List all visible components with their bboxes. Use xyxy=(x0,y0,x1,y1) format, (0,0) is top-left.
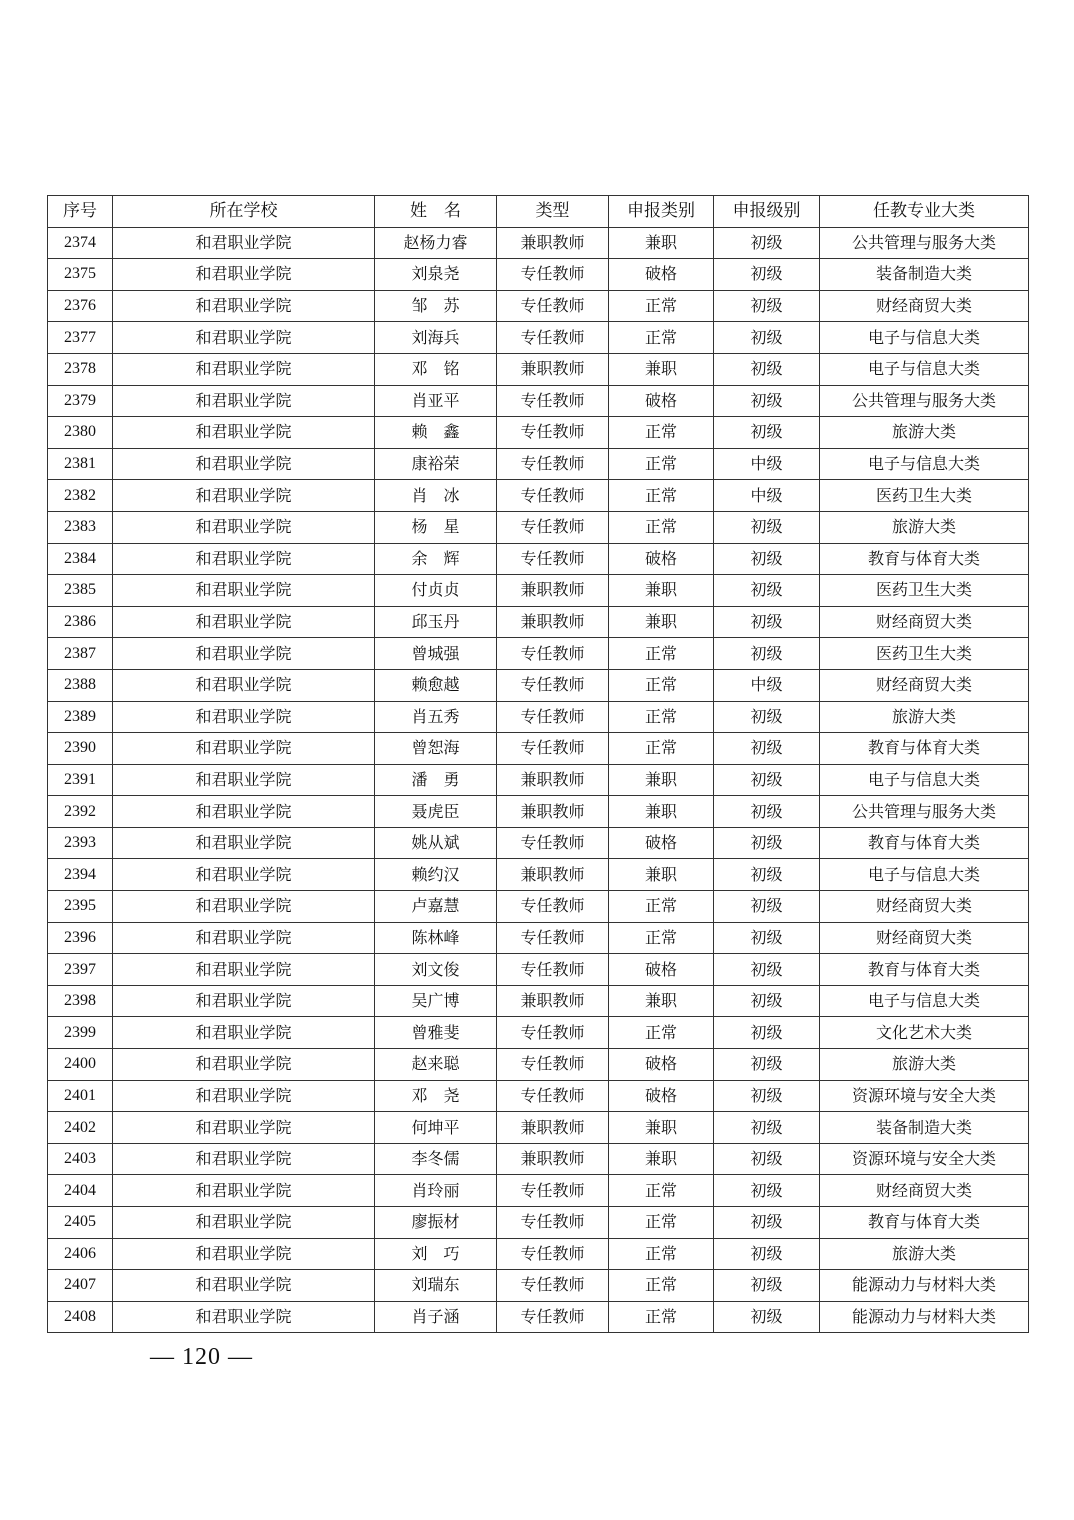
cell-type: 兼职教师 xyxy=(497,1112,609,1144)
cell-serial-number: 2406 xyxy=(48,1238,113,1270)
cell-serial-number: 2378 xyxy=(48,353,113,385)
cell-serial-number: 2393 xyxy=(48,827,113,859)
cell-application-category: 正常 xyxy=(609,1301,714,1333)
cell-type: 专任教师 xyxy=(497,259,609,291)
cell-school: 和君职业学院 xyxy=(113,259,375,291)
cell-application-level: 初级 xyxy=(714,353,820,385)
table-row xyxy=(48,922,1029,954)
cell-application-level: 初级 xyxy=(714,1238,820,1270)
cell-name: 刘 巧 xyxy=(375,1238,497,1270)
cell-type: 兼职教师 xyxy=(497,227,609,259)
cell-application-level: 初级 xyxy=(714,606,820,638)
cell-teaching-major: 旅游大类 xyxy=(820,511,1029,543)
cell-application-category: 兼职 xyxy=(609,764,714,796)
table-row xyxy=(48,1112,1029,1144)
cell-serial-number: 2398 xyxy=(48,985,113,1017)
cell-application-category: 兼职 xyxy=(609,575,714,607)
cell-name: 邹 苏 xyxy=(375,290,497,322)
cell-school: 和君职业学院 xyxy=(113,448,375,480)
cell-school: 和君职业学院 xyxy=(113,922,375,954)
cell-serial-number: 2388 xyxy=(48,669,113,701)
cell-school: 和君职业学院 xyxy=(113,1301,375,1333)
cell-name: 肖亚平 xyxy=(375,385,497,417)
table-row xyxy=(48,796,1029,828)
cell-application-level: 初级 xyxy=(714,1049,820,1081)
cell-application-category: 破格 xyxy=(609,259,714,291)
cell-teaching-major: 电子与信息大类 xyxy=(820,859,1029,891)
cell-name: 刘瑞东 xyxy=(375,1270,497,1302)
cell-name: 曾城强 xyxy=(375,638,497,670)
cell-application-category: 正常 xyxy=(609,448,714,480)
cell-school: 和君职业学院 xyxy=(113,1049,375,1081)
cell-application-category: 正常 xyxy=(609,1238,714,1270)
cell-name: 肖玲丽 xyxy=(375,1175,497,1207)
cell-teaching-major: 医药卫生大类 xyxy=(820,638,1029,670)
cell-type: 专任教师 xyxy=(497,891,609,923)
cell-name: 肖子涵 xyxy=(375,1301,497,1333)
cell-school: 和君职业学院 xyxy=(113,353,375,385)
table-row xyxy=(48,638,1029,670)
cell-serial-number: 2377 xyxy=(48,322,113,354)
cell-application-category: 兼职 xyxy=(609,796,714,828)
table-row xyxy=(48,764,1029,796)
cell-type: 专任教师 xyxy=(497,669,609,701)
table-row xyxy=(48,827,1029,859)
cell-type: 兼职教师 xyxy=(497,796,609,828)
cell-school: 和君职业学院 xyxy=(113,764,375,796)
header-serial-number: 序号 xyxy=(48,196,113,228)
roster-body xyxy=(48,227,1029,1333)
cell-school: 和君职业学院 xyxy=(113,1112,375,1144)
cell-school: 和君职业学院 xyxy=(113,575,375,607)
cell-type: 专任教师 xyxy=(497,1017,609,1049)
cell-application-category: 破格 xyxy=(609,1049,714,1081)
cell-name: 付贞贞 xyxy=(375,575,497,607)
cell-application-level: 初级 xyxy=(714,1017,820,1049)
cell-type: 专任教师 xyxy=(497,1238,609,1270)
table-row xyxy=(48,448,1029,480)
cell-application-level: 初级 xyxy=(714,827,820,859)
cell-type: 专任教师 xyxy=(497,638,609,670)
cell-application-level: 初级 xyxy=(714,1112,820,1144)
table-row xyxy=(48,891,1029,923)
cell-application-category: 破格 xyxy=(609,954,714,986)
cell-school: 和君职业学院 xyxy=(113,322,375,354)
cell-type: 兼职教师 xyxy=(497,859,609,891)
cell-application-level: 初级 xyxy=(714,322,820,354)
cell-serial-number: 2385 xyxy=(48,575,113,607)
cell-teaching-major: 资源环境与安全大类 xyxy=(820,1143,1029,1175)
cell-type: 专任教师 xyxy=(497,827,609,859)
cell-application-category: 正常 xyxy=(609,701,714,733)
cell-teaching-major: 电子与信息大类 xyxy=(820,764,1029,796)
cell-teaching-major: 财经商贸大类 xyxy=(820,290,1029,322)
cell-application-level: 初级 xyxy=(714,1270,820,1302)
cell-serial-number: 2407 xyxy=(48,1270,113,1302)
cell-application-level: 初级 xyxy=(714,417,820,449)
cell-application-category: 兼职 xyxy=(609,985,714,1017)
cell-serial-number: 2392 xyxy=(48,796,113,828)
cell-teaching-major: 文化艺术大类 xyxy=(820,1017,1029,1049)
cell-application-level: 初级 xyxy=(714,290,820,322)
cell-school: 和君职业学院 xyxy=(113,1238,375,1270)
table-row xyxy=(48,480,1029,512)
cell-school: 和君职业学院 xyxy=(113,827,375,859)
cell-school: 和君职业学院 xyxy=(113,480,375,512)
table-row xyxy=(48,290,1029,322)
cell-type: 专任教师 xyxy=(497,954,609,986)
table-row xyxy=(48,1049,1029,1081)
cell-school: 和君职业学院 xyxy=(113,796,375,828)
cell-school: 和君职业学院 xyxy=(113,701,375,733)
cell-name: 刘泉尧 xyxy=(375,259,497,291)
table-row xyxy=(48,985,1029,1017)
cell-school: 和君职业学院 xyxy=(113,511,375,543)
cell-serial-number: 2403 xyxy=(48,1143,113,1175)
cell-name: 廖振材 xyxy=(375,1207,497,1239)
cell-application-level: 初级 xyxy=(714,859,820,891)
cell-teaching-major: 医药卫生大类 xyxy=(820,480,1029,512)
cell-application-level: 初级 xyxy=(714,543,820,575)
cell-application-category: 兼职 xyxy=(609,606,714,638)
cell-serial-number: 2376 xyxy=(48,290,113,322)
cell-serial-number: 2382 xyxy=(48,480,113,512)
cell-type: 专任教师 xyxy=(497,417,609,449)
cell-type: 专任教师 xyxy=(497,543,609,575)
table-row xyxy=(48,1238,1029,1270)
cell-type: 专任教师 xyxy=(497,448,609,480)
cell-name: 吴广博 xyxy=(375,985,497,1017)
cell-type: 专任教师 xyxy=(497,1207,609,1239)
cell-teaching-major: 能源动力与材料大类 xyxy=(820,1301,1029,1333)
cell-teaching-major: 教育与体育大类 xyxy=(820,733,1029,765)
cell-type: 专任教师 xyxy=(497,1049,609,1081)
cell-application-level: 初级 xyxy=(714,638,820,670)
cell-name: 邱玉丹 xyxy=(375,606,497,638)
cell-application-level: 初级 xyxy=(714,922,820,954)
cell-school: 和君职业学院 xyxy=(113,669,375,701)
cell-name: 赵来聪 xyxy=(375,1049,497,1081)
cell-school: 和君职业学院 xyxy=(113,417,375,449)
cell-application-level: 初级 xyxy=(714,1080,820,1112)
cell-name: 李冬儒 xyxy=(375,1143,497,1175)
cell-teaching-major: 教育与体育大类 xyxy=(820,543,1029,575)
cell-teaching-major: 电子与信息大类 xyxy=(820,985,1029,1017)
cell-name: 赖约汉 xyxy=(375,859,497,891)
cell-serial-number: 2379 xyxy=(48,385,113,417)
cell-serial-number: 2389 xyxy=(48,701,113,733)
table-row xyxy=(48,543,1029,575)
cell-name: 卢嘉慧 xyxy=(375,891,497,923)
table-row xyxy=(48,353,1029,385)
cell-name: 赖愈越 xyxy=(375,669,497,701)
cell-application-level: 初级 xyxy=(714,227,820,259)
cell-teaching-major: 电子与信息大类 xyxy=(820,353,1029,385)
cell-name: 肖五秀 xyxy=(375,701,497,733)
cell-type: 兼职教师 xyxy=(497,353,609,385)
cell-application-level: 初级 xyxy=(714,1143,820,1175)
cell-application-level: 初级 xyxy=(714,796,820,828)
cell-application-level: 初级 xyxy=(714,985,820,1017)
table-row xyxy=(48,417,1029,449)
cell-name: 邓 尧 xyxy=(375,1080,497,1112)
cell-serial-number: 2396 xyxy=(48,922,113,954)
cell-name: 何坤平 xyxy=(375,1112,497,1144)
cell-name: 聂虎臣 xyxy=(375,796,497,828)
cell-teaching-major: 财经商贸大类 xyxy=(820,669,1029,701)
table-row xyxy=(48,227,1029,259)
cell-name: 曾雅斐 xyxy=(375,1017,497,1049)
cell-school: 和君职业学院 xyxy=(113,606,375,638)
cell-school: 和君职业学院 xyxy=(113,227,375,259)
cell-serial-number: 2404 xyxy=(48,1175,113,1207)
table-row xyxy=(48,859,1029,891)
cell-application-level: 初级 xyxy=(714,1175,820,1207)
table-row xyxy=(48,575,1029,607)
table-row xyxy=(48,606,1029,638)
cell-serial-number: 2386 xyxy=(48,606,113,638)
cell-application-category: 破格 xyxy=(609,1080,714,1112)
cell-application-level: 初级 xyxy=(714,511,820,543)
table-row xyxy=(48,1175,1029,1207)
cell-type: 专任教师 xyxy=(497,385,609,417)
cell-teaching-major: 旅游大类 xyxy=(820,1049,1029,1081)
cell-application-category: 兼职 xyxy=(609,1112,714,1144)
cell-application-category: 正常 xyxy=(609,417,714,449)
cell-application-category: 正常 xyxy=(609,891,714,923)
cell-application-category: 正常 xyxy=(609,480,714,512)
header-type: 类型 xyxy=(497,196,609,228)
cell-name: 余 辉 xyxy=(375,543,497,575)
cell-application-level: 初级 xyxy=(714,701,820,733)
table-row xyxy=(48,511,1029,543)
cell-type: 专任教师 xyxy=(497,922,609,954)
table-row xyxy=(48,1017,1029,1049)
table-row xyxy=(48,701,1029,733)
cell-teaching-major: 财经商贸大类 xyxy=(820,606,1029,638)
header-school: 所在学校 xyxy=(113,196,375,228)
cell-school: 和君职业学院 xyxy=(113,638,375,670)
cell-application-level: 初级 xyxy=(714,1301,820,1333)
cell-application-category: 正常 xyxy=(609,1017,714,1049)
cell-application-level: 初级 xyxy=(714,259,820,291)
cell-application-category: 正常 xyxy=(609,638,714,670)
cell-name: 刘海兵 xyxy=(375,322,497,354)
cell-teaching-major: 教育与体育大类 xyxy=(820,1207,1029,1239)
cell-type: 专任教师 xyxy=(497,480,609,512)
cell-type: 兼职教师 xyxy=(497,606,609,638)
cell-school: 和君职业学院 xyxy=(113,543,375,575)
cell-type: 专任教师 xyxy=(497,1270,609,1302)
cell-school: 和君职业学院 xyxy=(113,1080,375,1112)
cell-type: 专任教师 xyxy=(497,290,609,322)
cell-application-level: 中级 xyxy=(714,480,820,512)
cell-application-category: 正常 xyxy=(609,1175,714,1207)
cell-school: 和君职业学院 xyxy=(113,1017,375,1049)
cell-application-category: 兼职 xyxy=(609,353,714,385)
cell-school: 和君职业学院 xyxy=(113,985,375,1017)
cell-application-category: 兼职 xyxy=(609,1143,714,1175)
cell-application-category: 正常 xyxy=(609,290,714,322)
cell-type: 兼职教师 xyxy=(497,764,609,796)
cell-application-category: 正常 xyxy=(609,511,714,543)
cell-name: 陈林峰 xyxy=(375,922,497,954)
cell-type: 兼职教师 xyxy=(497,985,609,1017)
cell-application-level: 初级 xyxy=(714,954,820,986)
header-application-level: 申报级别 xyxy=(714,196,820,228)
cell-teaching-major: 教育与体育大类 xyxy=(820,827,1029,859)
cell-teaching-major: 医药卫生大类 xyxy=(820,575,1029,607)
cell-teaching-major: 能源动力与材料大类 xyxy=(820,1270,1029,1302)
cell-name: 姚从斌 xyxy=(375,827,497,859)
cell-type: 专任教师 xyxy=(497,322,609,354)
cell-application-category: 破格 xyxy=(609,385,714,417)
cell-name: 曾恕海 xyxy=(375,733,497,765)
cell-teaching-major: 财经商贸大类 xyxy=(820,891,1029,923)
cell-teaching-major: 电子与信息大类 xyxy=(820,322,1029,354)
cell-type: 兼职教师 xyxy=(497,575,609,607)
cell-teaching-major: 装备制造大类 xyxy=(820,1112,1029,1144)
cell-serial-number: 2375 xyxy=(48,259,113,291)
table-row xyxy=(48,1143,1029,1175)
cell-application-category: 正常 xyxy=(609,1270,714,1302)
cell-serial-number: 2397 xyxy=(48,954,113,986)
cell-teaching-major: 旅游大类 xyxy=(820,701,1029,733)
cell-serial-number: 2394 xyxy=(48,859,113,891)
table-row xyxy=(48,669,1029,701)
cell-serial-number: 2380 xyxy=(48,417,113,449)
cell-name: 杨 星 xyxy=(375,511,497,543)
table-row xyxy=(48,259,1029,291)
cell-name: 康裕荣 xyxy=(375,448,497,480)
table-row xyxy=(48,1207,1029,1239)
cell-teaching-major: 财经商贸大类 xyxy=(820,922,1029,954)
cell-type: 专任教师 xyxy=(497,1301,609,1333)
cell-application-level: 初级 xyxy=(714,385,820,417)
cell-teaching-major: 公共管理与服务大类 xyxy=(820,796,1029,828)
cell-type: 专任教师 xyxy=(497,701,609,733)
cell-school: 和君职业学院 xyxy=(113,954,375,986)
header-row xyxy=(48,196,1029,228)
cell-application-category: 正常 xyxy=(609,733,714,765)
table-row xyxy=(48,385,1029,417)
cell-serial-number: 2399 xyxy=(48,1017,113,1049)
cell-application-level: 初级 xyxy=(714,764,820,796)
cell-serial-number: 2395 xyxy=(48,891,113,923)
cell-name: 赖 鑫 xyxy=(375,417,497,449)
cell-teaching-major: 旅游大类 xyxy=(820,417,1029,449)
cell-school: 和君职业学院 xyxy=(113,733,375,765)
table-row xyxy=(48,1080,1029,1112)
cell-serial-number: 2408 xyxy=(48,1301,113,1333)
cell-application-level: 初级 xyxy=(714,575,820,607)
cell-school: 和君职业学院 xyxy=(113,1270,375,1302)
header-teaching-major: 任教专业大类 xyxy=(820,196,1029,228)
cell-serial-number: 2405 xyxy=(48,1207,113,1239)
table-row xyxy=(48,954,1029,986)
cell-name: 赵杨力睿 xyxy=(375,227,497,259)
cell-name: 潘 勇 xyxy=(375,764,497,796)
header-name: 姓 名 xyxy=(375,196,497,228)
roster-table xyxy=(47,195,1029,1333)
cell-school: 和君职业学院 xyxy=(113,1143,375,1175)
cell-serial-number: 2402 xyxy=(48,1112,113,1144)
cell-serial-number: 2401 xyxy=(48,1080,113,1112)
table-row xyxy=(48,733,1029,765)
cell-serial-number: 2384 xyxy=(48,543,113,575)
cell-teaching-major: 公共管理与服务大类 xyxy=(820,227,1029,259)
cell-serial-number: 2390 xyxy=(48,733,113,765)
cell-school: 和君职业学院 xyxy=(113,290,375,322)
cell-serial-number: 2400 xyxy=(48,1049,113,1081)
cell-serial-number: 2374 xyxy=(48,227,113,259)
cell-school: 和君职业学院 xyxy=(113,859,375,891)
cell-teaching-major: 旅游大类 xyxy=(820,1238,1029,1270)
cell-name: 邓 铭 xyxy=(375,353,497,385)
cell-application-level: 中级 xyxy=(714,669,820,701)
cell-teaching-major: 电子与信息大类 xyxy=(820,448,1029,480)
cell-school: 和君职业学院 xyxy=(113,1207,375,1239)
page-number: — 120 — xyxy=(150,1344,253,1370)
cell-teaching-major: 装备制造大类 xyxy=(820,259,1029,291)
cell-type: 专任教师 xyxy=(497,1080,609,1112)
cell-application-category: 正常 xyxy=(609,322,714,354)
table-row xyxy=(48,1270,1029,1302)
cell-type: 兼职教师 xyxy=(497,1143,609,1175)
cell-serial-number: 2383 xyxy=(48,511,113,543)
cell-application-category: 正常 xyxy=(609,922,714,954)
cell-name: 刘文俊 xyxy=(375,954,497,986)
table-row xyxy=(48,322,1029,354)
cell-type: 专任教师 xyxy=(497,511,609,543)
cell-school: 和君职业学院 xyxy=(113,385,375,417)
cell-application-level: 初级 xyxy=(714,733,820,765)
cell-application-category: 正常 xyxy=(609,669,714,701)
cell-teaching-major: 公共管理与服务大类 xyxy=(820,385,1029,417)
cell-teaching-major: 教育与体育大类 xyxy=(820,954,1029,986)
cell-application-category: 正常 xyxy=(609,1207,714,1239)
cell-application-level: 初级 xyxy=(714,1207,820,1239)
cell-serial-number: 2387 xyxy=(48,638,113,670)
cell-application-level: 中级 xyxy=(714,448,820,480)
cell-name: 肖 冰 xyxy=(375,480,497,512)
cell-teaching-major: 财经商贸大类 xyxy=(820,1175,1029,1207)
cell-application-category: 兼职 xyxy=(609,859,714,891)
cell-application-category: 破格 xyxy=(609,543,714,575)
cell-serial-number: 2391 xyxy=(48,764,113,796)
cell-application-level: 初级 xyxy=(714,891,820,923)
cell-serial-number: 2381 xyxy=(48,448,113,480)
cell-school: 和君职业学院 xyxy=(113,1175,375,1207)
cell-school: 和君职业学院 xyxy=(113,891,375,923)
cell-type: 专任教师 xyxy=(497,733,609,765)
cell-application-category: 破格 xyxy=(609,827,714,859)
cell-application-category: 兼职 xyxy=(609,227,714,259)
table-row xyxy=(48,1301,1029,1333)
cell-teaching-major: 资源环境与安全大类 xyxy=(820,1080,1029,1112)
header-application-category: 申报类别 xyxy=(609,196,714,228)
cell-type: 专任教师 xyxy=(497,1175,609,1207)
